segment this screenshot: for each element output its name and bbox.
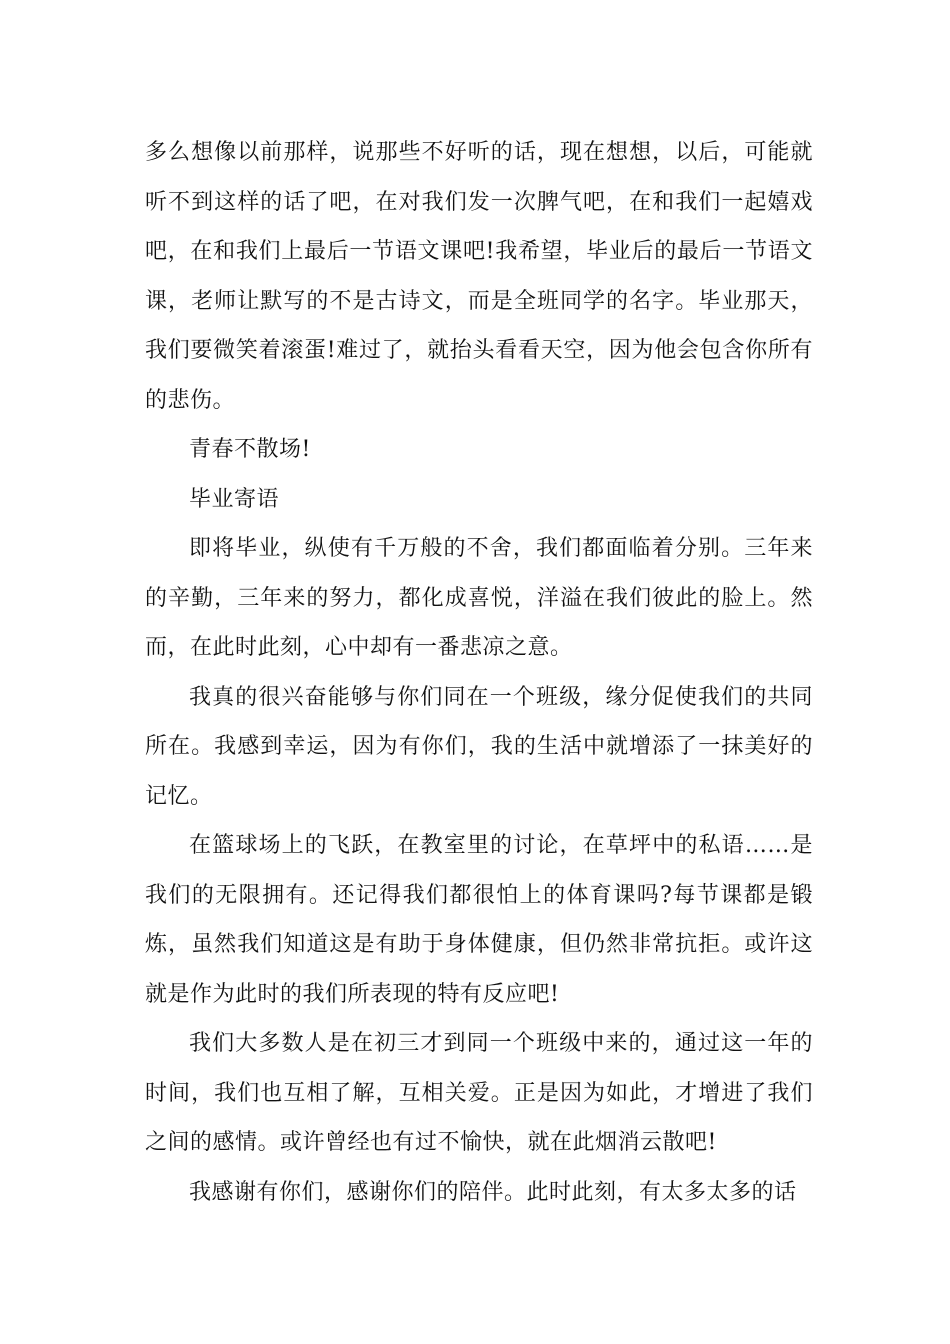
section-heading: 毕业寄语 bbox=[189, 486, 280, 512]
paragraph-6: 在篮球场上的飞跃，在教室里的讨论，在草坪中的私语……是我们的无限拥有。还记得我们都很怕上的体育课吗?每节课都是锻炼，虽然我们知道这是有助于身体健康，但仍然非常抗拒。或许这就是作为此时的我们所表现的特有反应吧! bbox=[145, 833, 813, 1007]
paragraph-1: 多么想像以前那样，说那些不好听的话，现在想想，以后，可能就听不到这样的话了吧，在对我们发一次脾气吧，在和我们一起嬉戏吧，在和我们上最后一节语文课吧!我希望，毕业后的最后一节语文课，老师让默写的不是古诗文，而是全班同学的名字。毕业那天，我们要微笑着滚蛋!难过了，就抬头看看天空，因为他会包含你所有的悲伤。 bbox=[145, 140, 813, 413]
paragraph-7: 我们大多数人是在初三才到同一个班级中来的，通过这一年的时间，我们也互相了解，互相关爱。正是因为如此，才增进了我们之间的感情。或许曾经也有过不愉快，就在此烟消云散吧! bbox=[145, 1031, 813, 1155]
paragraph-8: 我感谢有你们，感谢你们的陪伴。此时此刻，有太多太多的话 bbox=[189, 1179, 797, 1205]
document-body bbox=[145, 128, 813, 1217]
paragraph-4: 即将毕业，纵使有千万般的不舍，我们都面临着分别。三年来的辛勤，三年来的努力，都化成喜悦，洋溢在我们彼此的脸上。然而，在此时此刻，心中却有一番悲凉之意。 bbox=[145, 536, 813, 660]
paragraph-5: 我真的很兴奋能够与你们同在一个班级，缘分促使我们的共同所在。我感到幸运，因为有你们，我的生活中就增添了一抹美好的记忆。 bbox=[145, 684, 813, 809]
paragraph-2: 青春不散场! bbox=[189, 437, 311, 462]
